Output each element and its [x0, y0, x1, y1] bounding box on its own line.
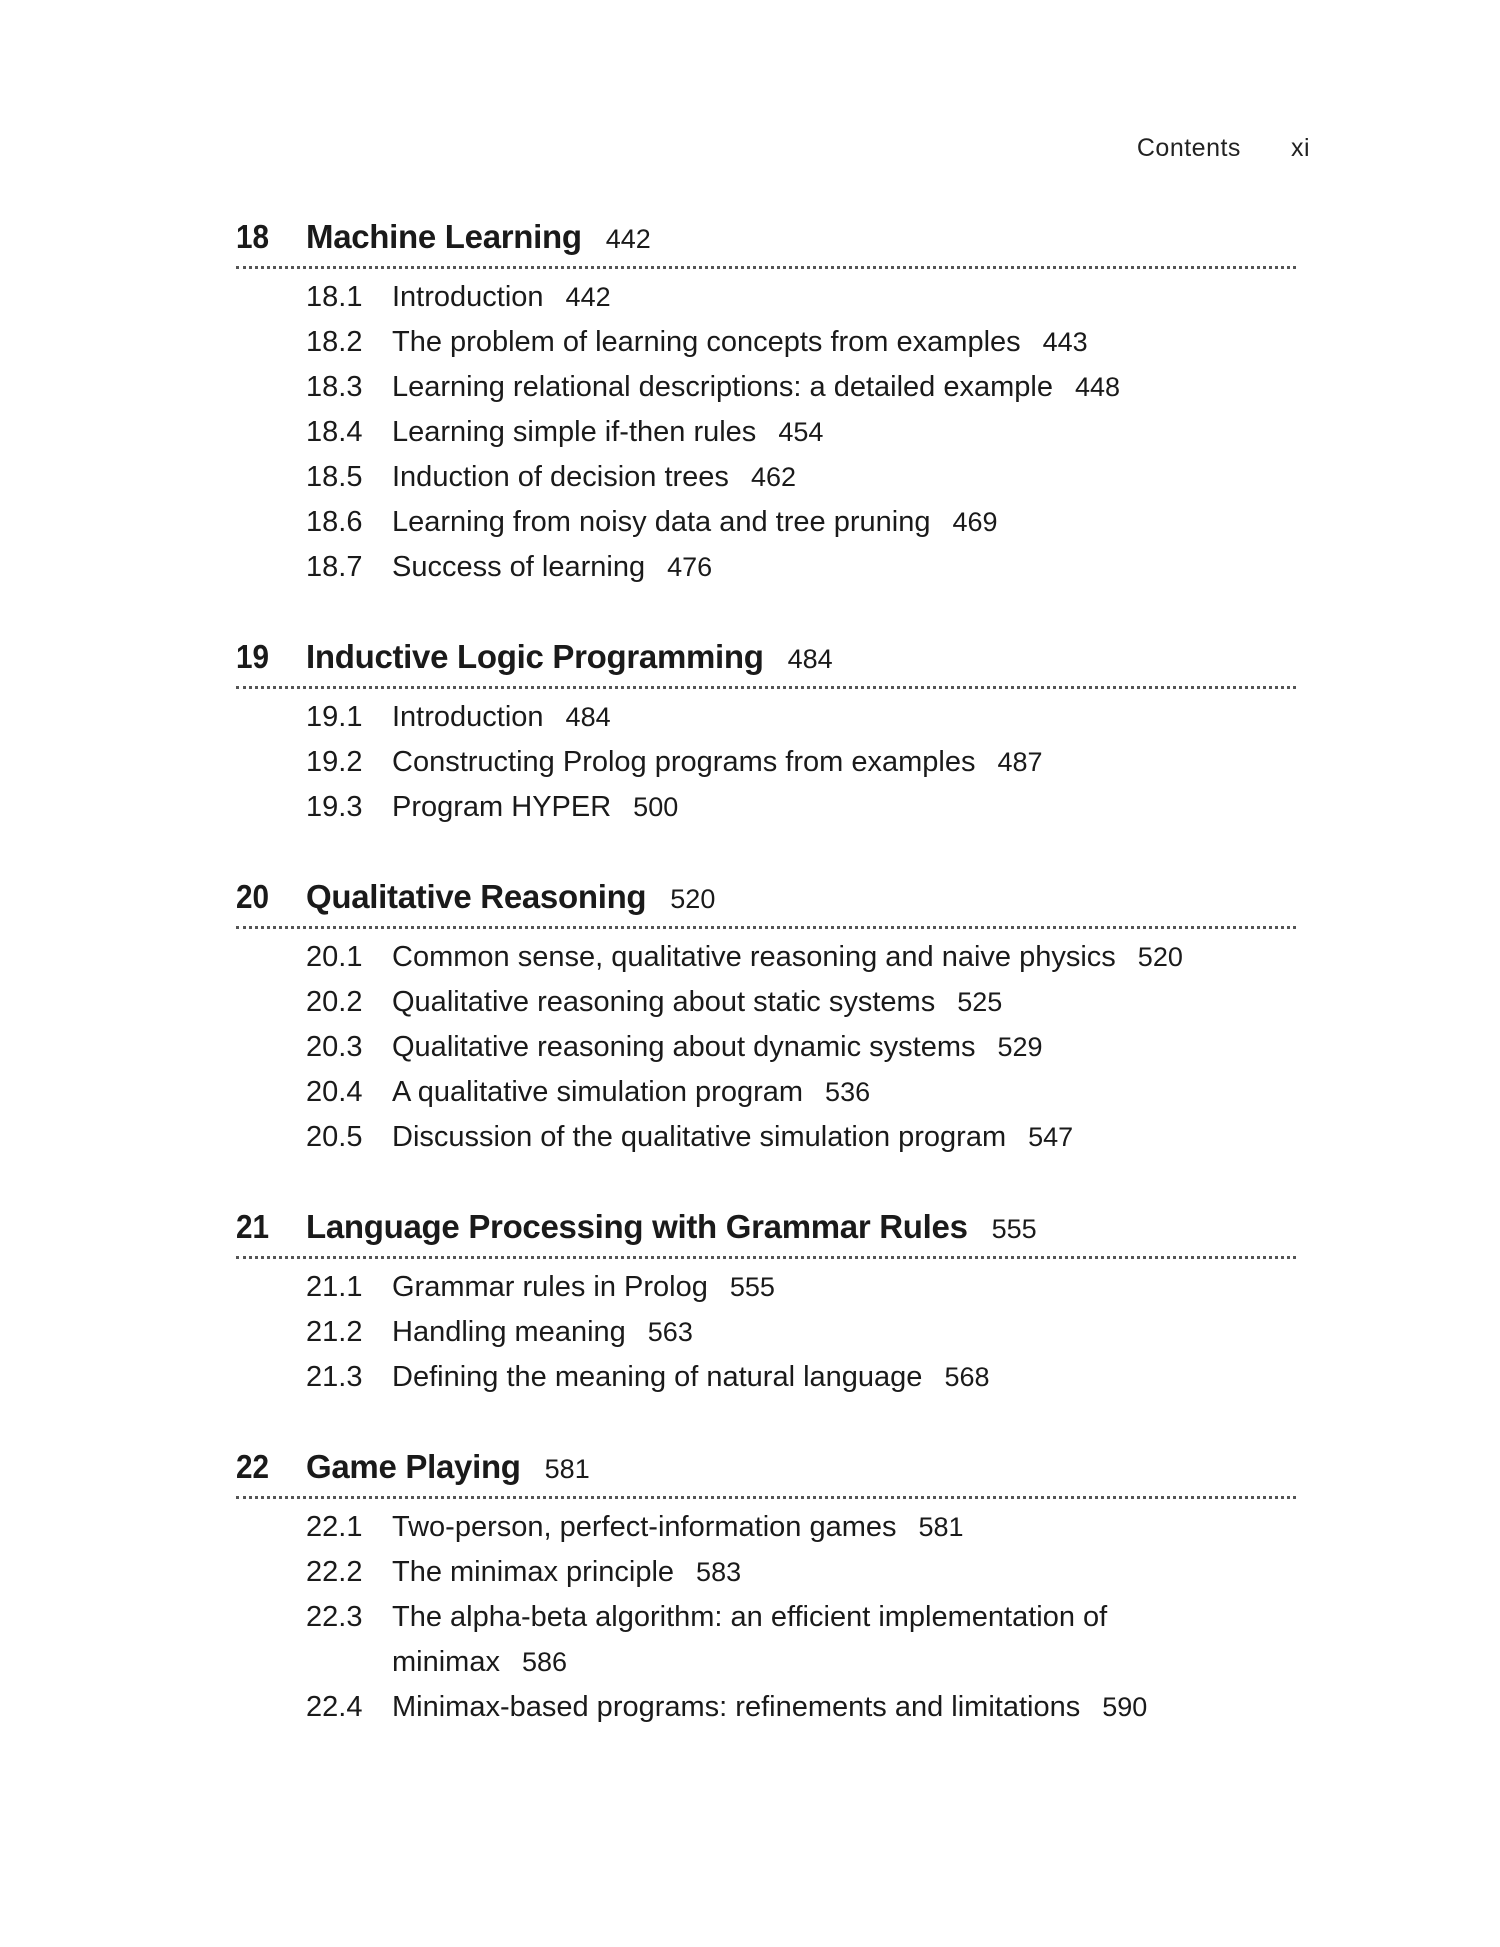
- chapter-22: [236, 1448, 1296, 1730]
- chapter-18: [236, 218, 1296, 590]
- section-entry[interactable]: [306, 1025, 1296, 1070]
- section-title: Minimax-based programs: refinements and limitations: [392, 1691, 1081, 1723]
- section-number: 20.3: [306, 1031, 363, 1063]
- section-page: 500: [633, 792, 679, 822]
- section-title: Constructing Prolog programs from examples: [392, 746, 976, 778]
- section-number: 18.4: [306, 416, 363, 448]
- section-title: Common sense, qualitative reasoning and naive physics: [392, 941, 1116, 973]
- section-entry[interactable]: [306, 785, 1296, 830]
- section-number: 18.3: [306, 371, 363, 403]
- section-title: The minimax principle: [392, 1556, 675, 1588]
- section-number: 22.3: [306, 1601, 363, 1633]
- section-page: 487: [997, 747, 1043, 777]
- chapter-title: Game Playing: [306, 1448, 521, 1485]
- section-title: Induction of decision trees: [392, 461, 729, 493]
- chapter-20: [236, 878, 1296, 1160]
- section-number: 20.1: [306, 941, 363, 973]
- section-title: Qualitative reasoning about dynamic systems: [392, 1031, 976, 1063]
- section-page: 484: [565, 702, 611, 732]
- section-page: 443: [1042, 327, 1088, 357]
- section-number: 21.1: [306, 1271, 363, 1303]
- section-entry[interactable]: [306, 275, 1296, 320]
- section-number: 18.5: [306, 461, 363, 493]
- section-entry[interactable]: [306, 1070, 1296, 1115]
- page-number: xi: [1290, 134, 1310, 162]
- section-page: 469: [952, 507, 998, 537]
- section-title: Qualitative reasoning about static systems: [392, 986, 936, 1018]
- section-number: 18.1: [306, 281, 363, 313]
- section-title: Defining the meaning of natural language: [392, 1361, 923, 1393]
- section-title: Program HYPER: [392, 791, 612, 823]
- section-title: Success of learning: [392, 551, 646, 583]
- section-entry[interactable]: [306, 1310, 1296, 1355]
- section-number: 21.3: [306, 1361, 363, 1393]
- chapter-page: 520: [670, 884, 716, 914]
- chapter-heading[interactable]: [236, 218, 1296, 269]
- chapter-page: 442: [605, 224, 651, 254]
- section-page: 547: [1028, 1122, 1074, 1152]
- section-entry[interactable]: [306, 1355, 1296, 1400]
- section-page: 476: [667, 552, 713, 582]
- chapter-number: 22: [236, 1448, 270, 1485]
- chapter-number: 21: [236, 1208, 270, 1245]
- section-entry[interactable]: [306, 320, 1296, 365]
- section-entry[interactable]: [306, 695, 1296, 740]
- section-entry[interactable]: [306, 500, 1296, 545]
- section-page: 529: [997, 1032, 1043, 1062]
- section-page: 586: [521, 1647, 568, 1677]
- section-title: Learning simple if-then rules: [392, 416, 757, 448]
- chapter-title: Language Processing with Grammar Rules: [306, 1208, 968, 1245]
- running-header-label: Contents: [1136, 134, 1241, 162]
- chapter-title: Machine Learning: [306, 218, 582, 255]
- section-number: 20.4: [306, 1076, 363, 1108]
- section-page: 462: [750, 462, 796, 492]
- chapter-heading[interactable]: [236, 1208, 1296, 1259]
- section-list: [236, 695, 1296, 830]
- section-entry[interactable]: [306, 1550, 1296, 1595]
- section-entry[interactable]: [306, 455, 1296, 500]
- section-number: 22.4: [306, 1691, 363, 1723]
- section-title: Learning from noisy data and tree pruning: [392, 506, 931, 538]
- section-number: 20.2: [306, 986, 363, 1018]
- chapter-page: 484: [787, 644, 833, 674]
- section-page: 454: [778, 417, 824, 447]
- section-number: 18.2: [306, 326, 363, 358]
- section-number: 21.2: [306, 1316, 363, 1348]
- section-entry[interactable]: [306, 1115, 1296, 1160]
- section-page: 555: [729, 1272, 775, 1302]
- section-number: 19.3: [306, 791, 363, 823]
- section-list: [236, 275, 1296, 590]
- section-entry[interactable]: [306, 740, 1296, 785]
- chapter-heading[interactable]: [236, 1448, 1296, 1499]
- section-title: Grammar rules in Prolog: [392, 1271, 708, 1303]
- section-title: A qualitative simulation program: [392, 1076, 804, 1108]
- section-page: 442: [565, 282, 611, 312]
- table-of-contents: [236, 218, 1296, 1778]
- section-title: Learning relational descriptions: a detailed example: [392, 371, 1053, 403]
- section-entry[interactable]: [306, 935, 1296, 980]
- section-list: [236, 935, 1296, 1160]
- section-title: The alpha-beta algorithm: an efficient implementation of minimax: [392, 1601, 1108, 1678]
- section-page: 536: [825, 1077, 871, 1107]
- section-number: 22.1: [306, 1511, 363, 1543]
- section-page: 590: [1102, 1692, 1148, 1722]
- section-number: 19.2: [306, 746, 363, 778]
- running-header: [1137, 134, 1310, 163]
- chapter-heading[interactable]: [236, 638, 1296, 689]
- section-number: 18.7: [306, 551, 363, 583]
- section-page: 568: [944, 1362, 990, 1392]
- chapter-number: 18: [236, 218, 270, 255]
- chapter-number: 19: [236, 638, 270, 675]
- chapter-number: 20: [236, 878, 270, 915]
- section-page: 581: [918, 1512, 964, 1542]
- section-entry[interactable]: [306, 980, 1296, 1025]
- chapter-19: [236, 638, 1296, 830]
- section-number: 22.2: [306, 1556, 363, 1588]
- section-title: Handling meaning: [392, 1316, 626, 1348]
- section-page: 583: [696, 1557, 742, 1587]
- section-entry[interactable]: [306, 545, 1296, 590]
- section-list: [236, 1505, 1296, 1730]
- section-entry[interactable]: [306, 1685, 1296, 1730]
- section-title: Two-person, perfect-information games: [392, 1511, 897, 1543]
- chapter-title: Qualitative Reasoning: [306, 878, 647, 915]
- section-title: Discussion of the qualitative simulation program: [392, 1121, 1007, 1153]
- section-page: 520: [1137, 942, 1183, 972]
- section-title: The problem of learning concepts from examples: [392, 326, 1021, 358]
- section-page: 563: [647, 1317, 693, 1347]
- section-entry[interactable]: [306, 1595, 1296, 1685]
- chapter-page: 581: [544, 1454, 590, 1484]
- section-number: 18.6: [306, 506, 363, 538]
- section-entry[interactable]: [306, 365, 1296, 410]
- section-list: [236, 1265, 1296, 1400]
- section-title: Introduction: [392, 701, 544, 733]
- section-number: 20.5: [306, 1121, 363, 1153]
- section-entry[interactable]: [306, 1505, 1296, 1550]
- chapter-heading[interactable]: [236, 878, 1296, 929]
- section-page: 525: [957, 987, 1003, 1017]
- section-entry[interactable]: [306, 1265, 1296, 1310]
- section-number: 19.1: [306, 701, 363, 733]
- section-title: Introduction: [392, 281, 544, 313]
- section-page: 448: [1074, 372, 1121, 402]
- chapter-title: Inductive Logic Programming: [306, 638, 764, 675]
- section-entry[interactable]: [306, 410, 1296, 455]
- chapter-21: [236, 1208, 1296, 1400]
- chapter-page: 555: [991, 1214, 1037, 1244]
